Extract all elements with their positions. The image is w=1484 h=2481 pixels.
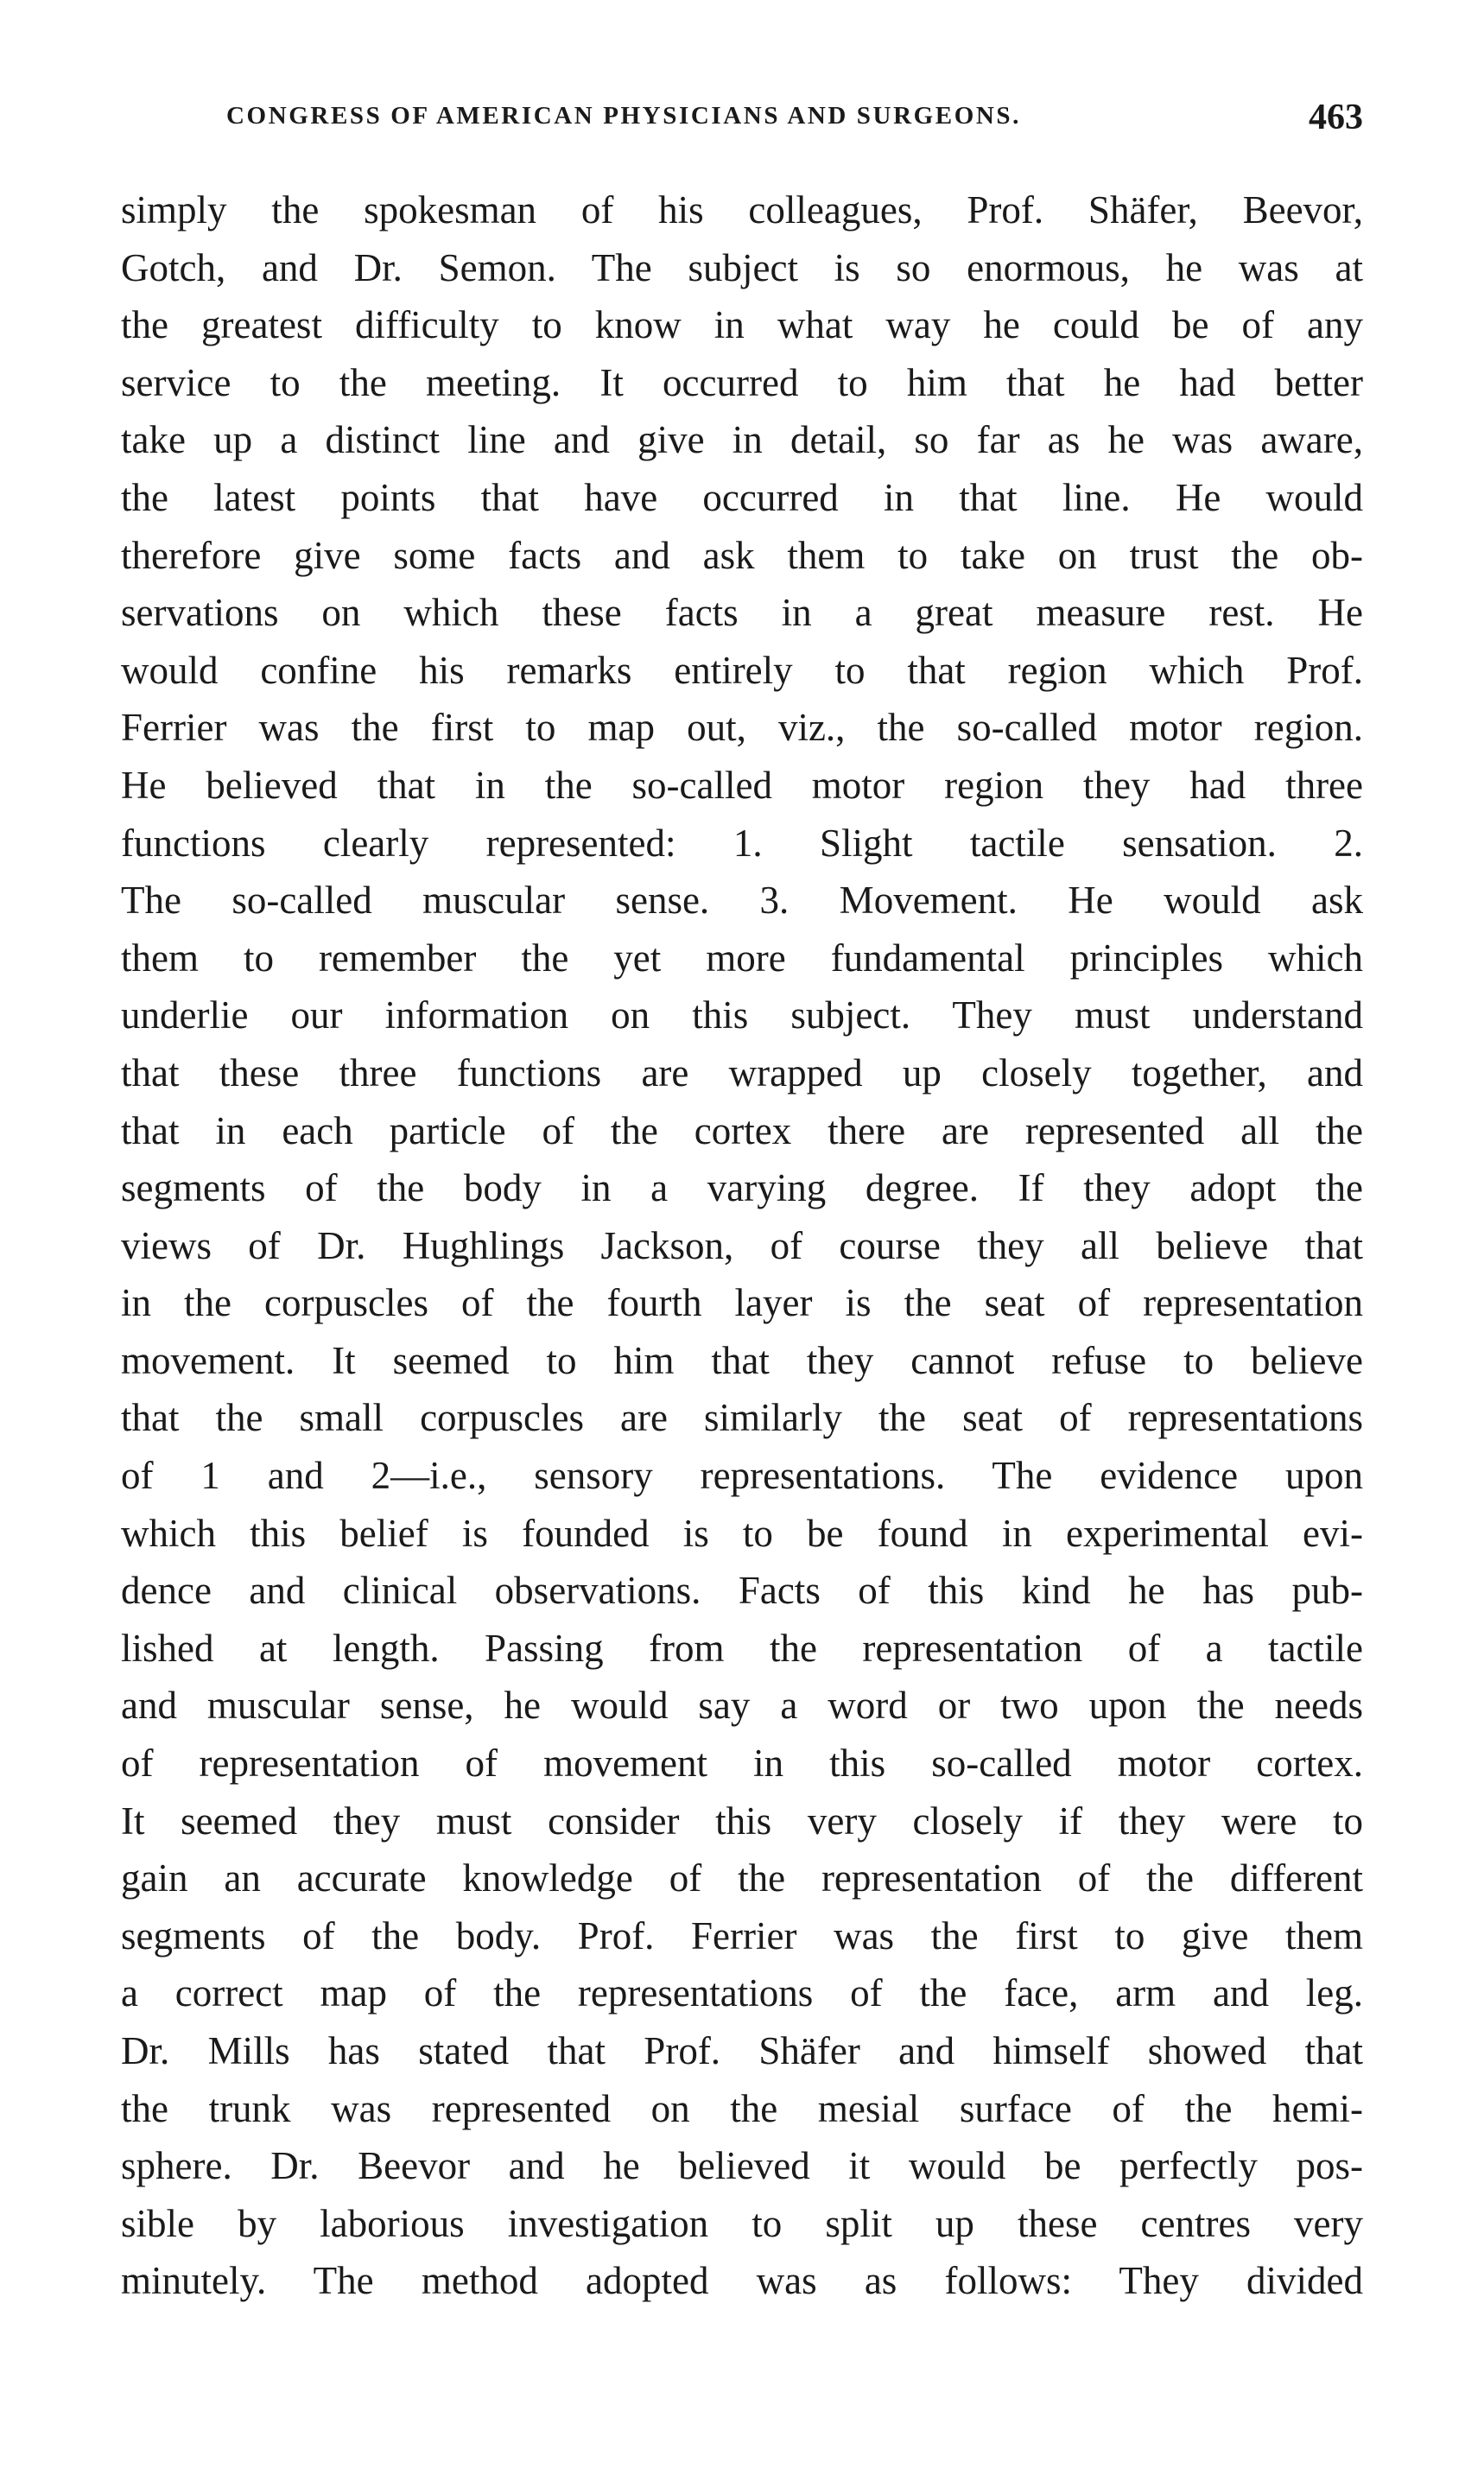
running-head [226, 98, 1363, 145]
text-line: and muscular sense, he would say a word or two upon the needs [121, 1684, 1363, 1728]
text-line: views of Dr. Hughlings Jackson, of course they all believe that [121, 1223, 1363, 1267]
text-line: the greatest difficulty to know in what way he could be of any [121, 303, 1363, 347]
text-line: that the small corpuscles are similarly the seat of representations [121, 1396, 1363, 1440]
text-line: which this belief is founded is to be found in experimental evi- [121, 1511, 1363, 1555]
text-line: lished at length. Passing from the representation of a tactile [121, 1626, 1363, 1670]
text-line: It seemed they must consider this very closely if they were to [121, 1799, 1363, 1843]
text-line: take up a distinct line and give in detail, so far as he was aware, [121, 418, 1363, 462]
text-line: gain an accurate knowledge of the representation of the different [121, 1856, 1363, 1900]
text-line: them to remember the yet more fundamental principles which [121, 936, 1363, 980]
text-line: therefore give some facts and ask them to take on trust the ob- [121, 533, 1363, 577]
text-line: service to the meeting. It occurred to him that he had better [121, 360, 1363, 404]
page-number: 463 [1309, 98, 1363, 137]
text-line: the trunk was represented on the mesial surface of the hemi- [121, 2086, 1363, 2130]
text-line: functions clearly represented: 1. Slight tactile sensation. 2. [121, 821, 1363, 865]
text-line: that these three functions are wrapped up closely together, and [121, 1050, 1363, 1095]
text-line: minutely. The method adopted was as follows: They divided [121, 2259, 1363, 2303]
text-line: Gotch, and Dr. Semon. The subject is so enormous, he was at [121, 245, 1363, 289]
text-line: simply the spokesman of his colleagues, Prof. Shäfer, Beevor, [121, 188, 1363, 232]
text-line: that in each particle of the cortex there are represented all the [121, 1108, 1363, 1152]
text-line: Ferrier was the first to map out, viz., the so-called motor region. [121, 706, 1363, 750]
text-line: of 1 and 2—i.e., sensory representations. The evidence upon [121, 1454, 1363, 1498]
text-line: Dr. Mills has stated that Prof. Shäfer and himself showed that [121, 2029, 1363, 2072]
text-line: movement. It seemed to him that they cannot refuse to believe [121, 1338, 1363, 1382]
body-text [121, 181, 1363, 2310]
text-line: He believed that in the so-called motor region they had three [121, 763, 1363, 807]
text-line: would confine his remarks entirely to that region which Prof. [121, 648, 1363, 692]
text-line: the latest points that have occurred in that line. He would [121, 475, 1363, 519]
text-line: in the corpuscles of the fourth layer is the seat of representation [121, 1281, 1363, 1325]
running-title: CONGRESS OF AMERICAN PHYSICIANS AND SURGEONS. [226, 102, 1021, 130]
text-line: segments of the body in a varying degree. If they adopt the [121, 1166, 1363, 1210]
text-line: The so-called muscular sense. 3. Movement. He would ask [121, 879, 1363, 923]
text-line: sphere. Dr. Beevor and he believed it would be perfectly pos- [121, 2144, 1363, 2188]
text-line: servations on which these facts in a great measure rest. He [121, 591, 1363, 635]
text-line: a correct map of the representations of the face, arm and leg. [121, 1971, 1363, 2015]
text-line: dence and clinical observations. Facts of this kind he has pub- [121, 1569, 1363, 1613]
text-line: underlie our information on this subject. They must understand [121, 993, 1363, 1037]
text-line: of representation of movement in this so-called motor cortex. [121, 1742, 1363, 1786]
text-line: segments of the body. Prof. Ferrier was the first to give them [121, 1913, 1363, 1958]
text-line: sible by laborious investigation to split up these centres very [121, 2201, 1363, 2245]
